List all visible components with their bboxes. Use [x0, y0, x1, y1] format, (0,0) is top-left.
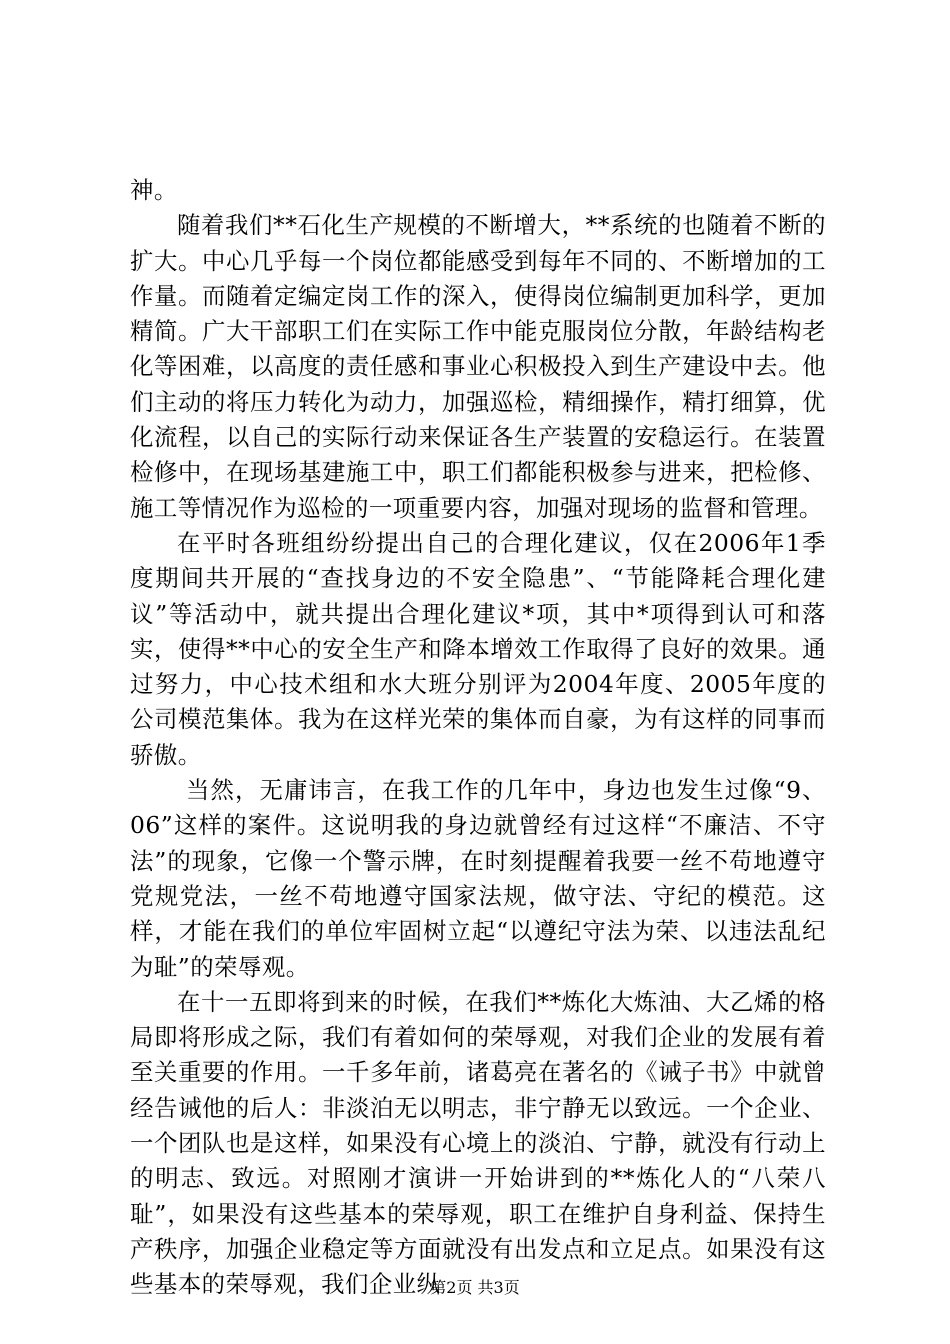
paragraph-honor-shame: 在十一五即将到来的时候，在我们**炼化大炼油、大乙烯的格局即将形成之际，我们有着如何的荣辱观，对我们企业的发展有着至关重要的作用。一千多年前，诸葛亮在著名的《诫子书》中就曾经告诫他的后人：非淡泊无以明志，非宁静无以致远。一个企业、一个团队也是这样，如果没有心境上的淡泊、宁静，就没有行动上的明志、致远。对照刚才演讲一开始讲到的**炼化人的“八荣八耻”，如果没有这些基本的荣辱观，职工在维护自身利益、保持生产秩序，加强企业稳定等方面就没有出发点和立足点。如果没有这些基本的荣辱观，我们企业纵	[130, 987, 826, 1299]
paragraph-warning-case: 当然，无庸讳言，在我工作的几年中，身边也发生过像“9、06”这样的案件。这说明我的身边就曾经有过这样“不廉洁、不守法”的现象，它像一个警示牌，在时刻提醒着我要一丝不苟地遵守党规党法，一丝不苟地遵守国家法规，做守法、守纪的模范。这样，才能在我们的单位牢固树立起“以遵纪守法为荣、以违法乱纪为耻”的荣辱观。	[130, 776, 826, 981]
paragraph-suggestions: 在平时各班组纷纷提出自己的合理化建议，仅在2006年1季度期间共开展的“查找身边的不安全隐患”、“节能降耗合理化建议”等活动中，就共提出合理化建议*项，其中*项得到认可和落实，使得**中心的安全生产和降本增效工作取得了良好的效果。通过努力，中心技术组和水大班分别评为2004年度、2005年度的公司模范集体。我为在这样光荣的集体而自豪，为有这样的同事而骄傲。	[130, 528, 826, 769]
document-body	[130, 173, 826, 1303]
paragraph-continuation: 神。	[130, 176, 178, 204]
page-number-footer: 第2页 共3页	[430, 1278, 520, 1297]
paragraph-production-scale: 随着我们**石化生产规模的不断增大，**系统的也随着不断的扩大。中心几乎每一个岗位都能感受到每年不同的、不断增加的工作量。而随着定编定岗工作的深入，使得岗位编制更加科学，更加精简。广大干部职工们在实际工作中能克服岗位分散，年龄结构老化等困难，以高度的责任感和事业心积极投入到生产建设中去。他们主动的将压力转化为动力，加强巡检，精细操作，精打细算，优化流程，以自己的实际行动来保证各生产装置的安稳运行。在装置检修中，在现场基建施工中，职工们都能积极参与进来，把检修、施工等情况作为巡检的一项重要内容，加强对现场的监督和管理。	[130, 211, 826, 522]
